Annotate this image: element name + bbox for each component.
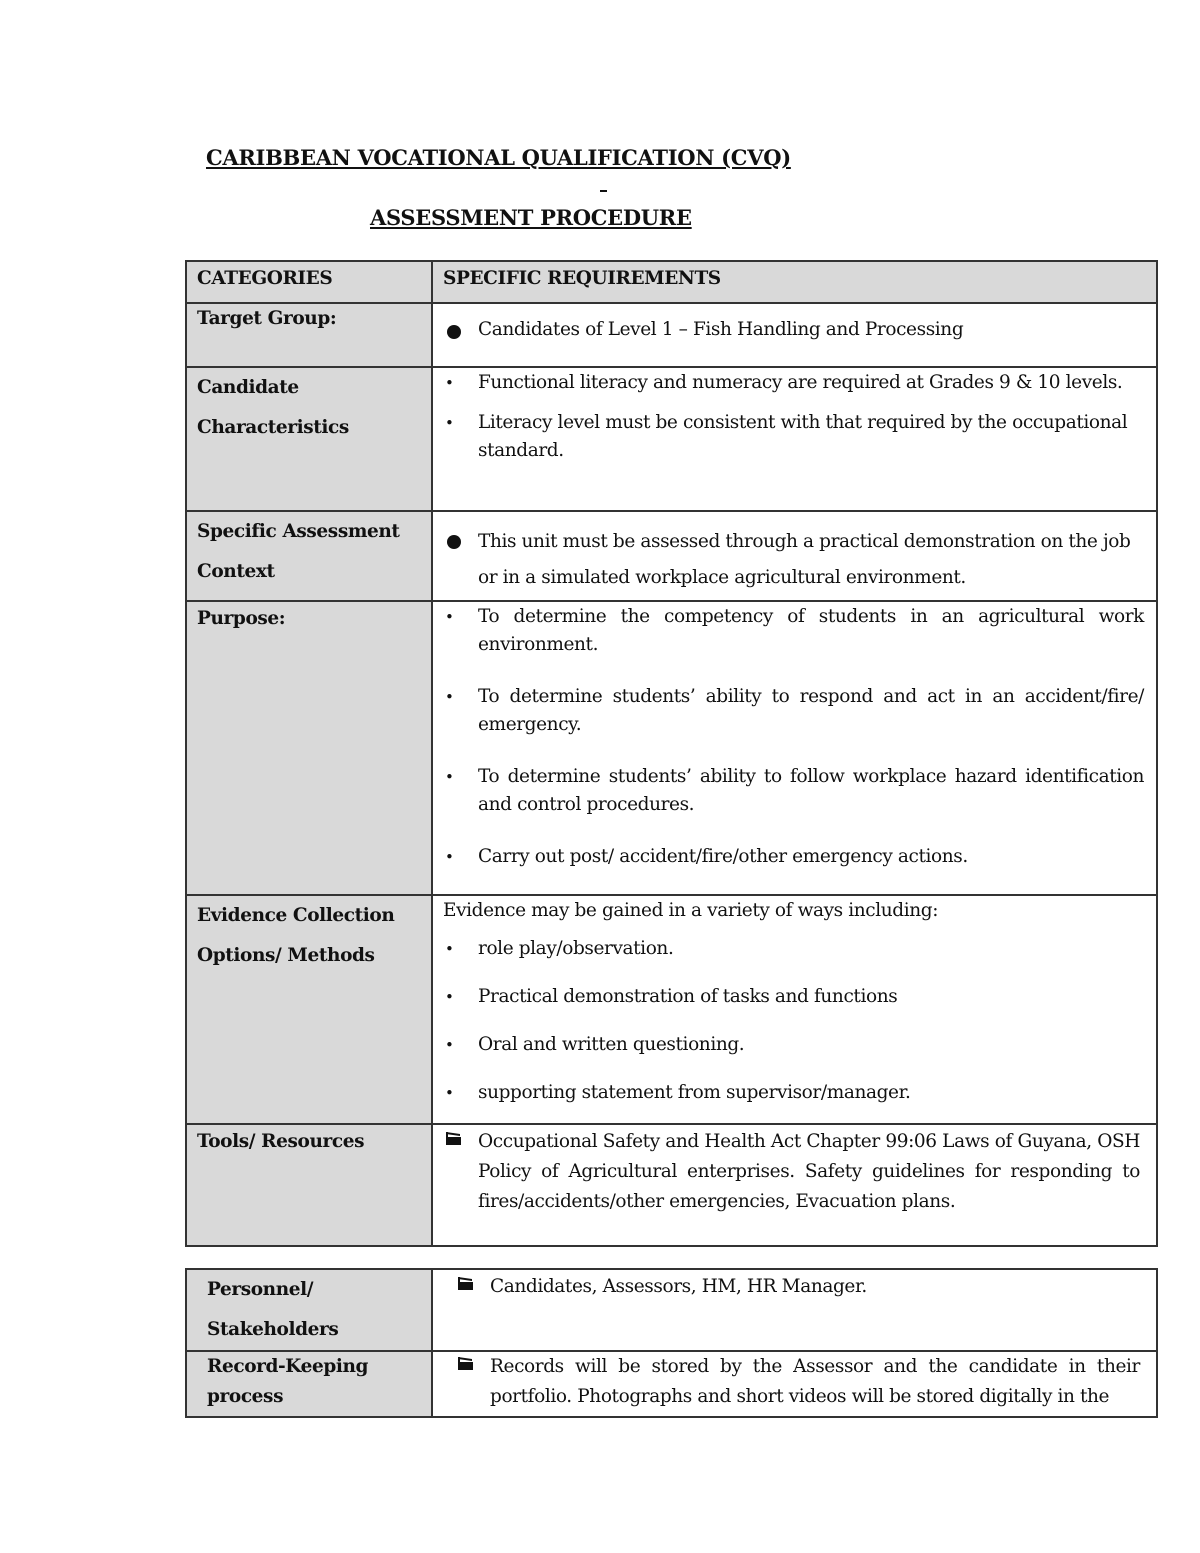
list-item: • Oral and written questioning.: [443, 1031, 1144, 1059]
table-row-purpose: [186, 601, 1157, 895]
table-row-specific-assessment-context: [186, 511, 1157, 601]
row-label: Candidate Characteristics: [197, 377, 349, 438]
list-item: • Practical demonstration of tasks and functions: [443, 983, 1144, 1011]
list-item: • supporting statement from supervisor/manager.: [443, 1079, 1144, 1107]
list-item: • To determine students’ ability to respond and act in an accident/fire/ emergency.: [443, 683, 1144, 739]
bullet-icon: •: [445, 414, 454, 432]
black-circle-icon: [447, 535, 461, 549]
header-categories: CATEGORIES: [186, 261, 432, 303]
list-item: • To determine the competency of students in an agricultural work environment.: [443, 603, 1144, 659]
row-label: Tools/ Resources: [197, 1131, 365, 1152]
assessment-table-continued: [185, 1268, 1158, 1418]
list-item: • role play/observation.: [443, 935, 1144, 963]
black-circle-icon: [447, 325, 461, 339]
table-row-candidate-characteristics: [186, 367, 1157, 511]
row-label: Target Group:: [197, 308, 337, 329]
list-item: Records will be stored by the Assessor and the candidate in their portfolio. Photographs and short videos will be stored digitally in the: [455, 1352, 1140, 1412]
table-row-evidence: [186, 895, 1157, 1124]
clapper-flag-icon: [445, 1131, 462, 1145]
bullet-icon: •: [445, 374, 454, 392]
row-label: Record-Keeping process: [207, 1356, 369, 1407]
title-separator: [600, 190, 607, 192]
table-header-row: [186, 261, 1157, 303]
list-item: • To determine students’ ability to follow workplace hazard identification and control procedures.: [443, 763, 1144, 819]
table-row-tools-resources: [186, 1124, 1157, 1246]
clapper-flag-icon: [457, 1356, 474, 1370]
table-row-personnel: [186, 1269, 1157, 1351]
row-label: Evidence Collection Options/ Methods: [197, 905, 395, 966]
bullet-icon: •: [445, 688, 454, 706]
table-row-record-keeping: [186, 1351, 1157, 1417]
row-label: Specific Assessment Context: [197, 521, 400, 582]
bullet-icon: •: [445, 988, 454, 1006]
evidence-intro: Evidence may be gained in a variety of ways including:: [443, 900, 939, 921]
clapper-flag-icon: [457, 1276, 474, 1290]
list-item: • Functional literacy and numeracy are required at Grades 9 & 10 levels.: [443, 369, 1144, 397]
row-label: Personnel/ Stakeholders: [207, 1279, 339, 1340]
bullet-icon: •: [445, 1084, 454, 1102]
document-subtitle: ASSESSMENT PROCEDURE: [370, 205, 692, 230]
bullet-icon: •: [445, 768, 454, 786]
list-item: • Literacy level must be consistent with that required by the occupational standard.: [443, 409, 1144, 465]
table-row-target-group: [186, 303, 1157, 367]
row-label: Purpose:: [197, 608, 286, 629]
list-item: Candidates, Assessors, HM, HR Manager.: [455, 1272, 1144, 1302]
bullet-icon: •: [445, 848, 454, 866]
list-item: • Carry out post/ accident/fire/other emergency actions.: [443, 843, 1144, 871]
list-item: Candidates of Level 1 – Fish Handling and Processing: [443, 316, 1144, 344]
list-item: Occupational Safety and Health Act Chapter 99:06 Laws of Guyana, OSH Policy of Agricultural enterprises. Safety guidelines for responding to fires/accidents/other emergencies, Evacuation plans.: [443, 1127, 1140, 1217]
bullet-icon: •: [445, 940, 454, 958]
list-item: This unit must be assessed through a practical demonstration on the job or in a simulated workplace agricultural environment.: [443, 524, 1144, 596]
bullet-icon: •: [445, 608, 454, 626]
header-specific-requirements: SPECIFIC REQUIREMENTS: [432, 261, 1157, 303]
document-title: CARIBBEAN VOCATIONAL QUALIFICATION (CVQ): [206, 145, 791, 170]
bullet-icon: •: [445, 1036, 454, 1054]
assessment-table: [185, 260, 1158, 1247]
